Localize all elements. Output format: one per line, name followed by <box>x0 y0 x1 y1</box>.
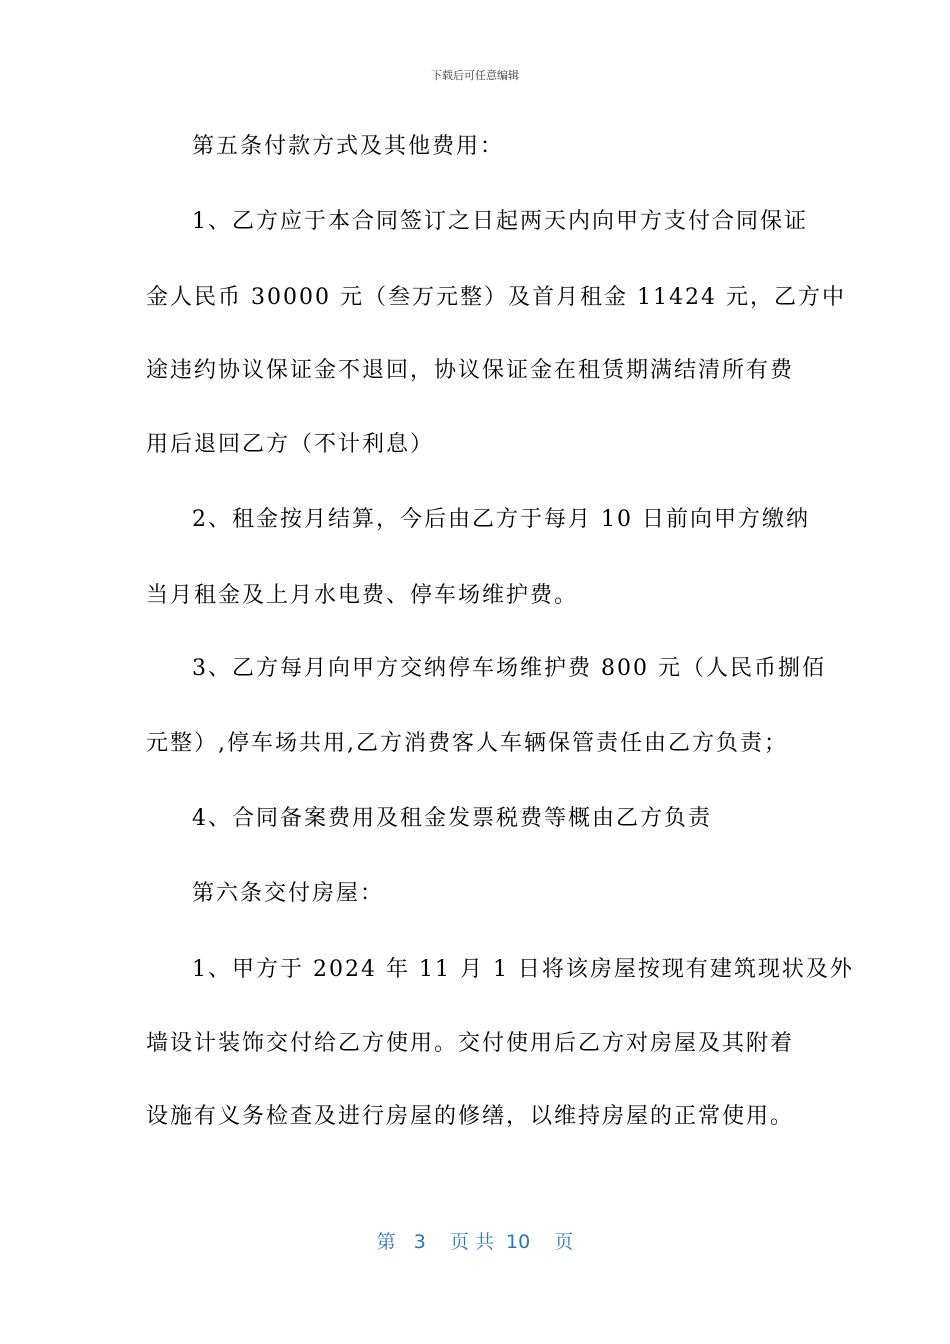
paragraph-line: 金人民币 30000 元（叁万元整）及首月租金 11424 元，乙方中 <box>146 285 846 310</box>
paragraph-line: 4、合同备案费用及租金发票税费等概由乙方负责 <box>192 806 712 831</box>
article-5-heading: 第五条付款方式及其他费用： <box>192 134 505 159</box>
paragraph-line: 设施有义务检查及进行房屋的修缮，以维持房屋的正常使用。 <box>146 1104 795 1129</box>
paragraph-line: 2、租金按月结算，今后由乙方于每月 10 日前向甲方缴纳 <box>192 507 810 532</box>
paragraph-line: 3、乙方每月向甲方交纳停车场维护费 800 元（人民币捌佰 <box>192 656 826 681</box>
page-header: 下载后可任意编辑 <box>431 69 519 82</box>
paragraph-line: 墙设计装饰交付给乙方使用。交付使用后乙方对房屋及其附着 <box>146 1031 795 1056</box>
paragraph-line: 1、甲方于 2024 年 11 月 1 日将该房屋按现有建筑现状及外 <box>192 957 854 982</box>
article-6-heading: 第六条交付房屋： <box>192 881 385 906</box>
paragraph-line: 途违约协议保证金不退回，协议保证金在租赁期满结清所有费 <box>146 358 795 383</box>
paragraph-line: 用后退回乙方（不计利息） <box>146 432 435 457</box>
paragraph-line: 元整）,停车场共用,乙方消费客人车辆保管责任由乙方负责； <box>146 731 788 756</box>
paragraph-line: 当月租金及上月水电费、停车场维护费。 <box>146 583 579 608</box>
page-number-footer: 第 3 页 共 10 页 <box>376 1231 574 1253</box>
paragraph-line: 1、乙方应于本合同签订之日起两天内向甲方支付合同保证 <box>192 209 808 234</box>
